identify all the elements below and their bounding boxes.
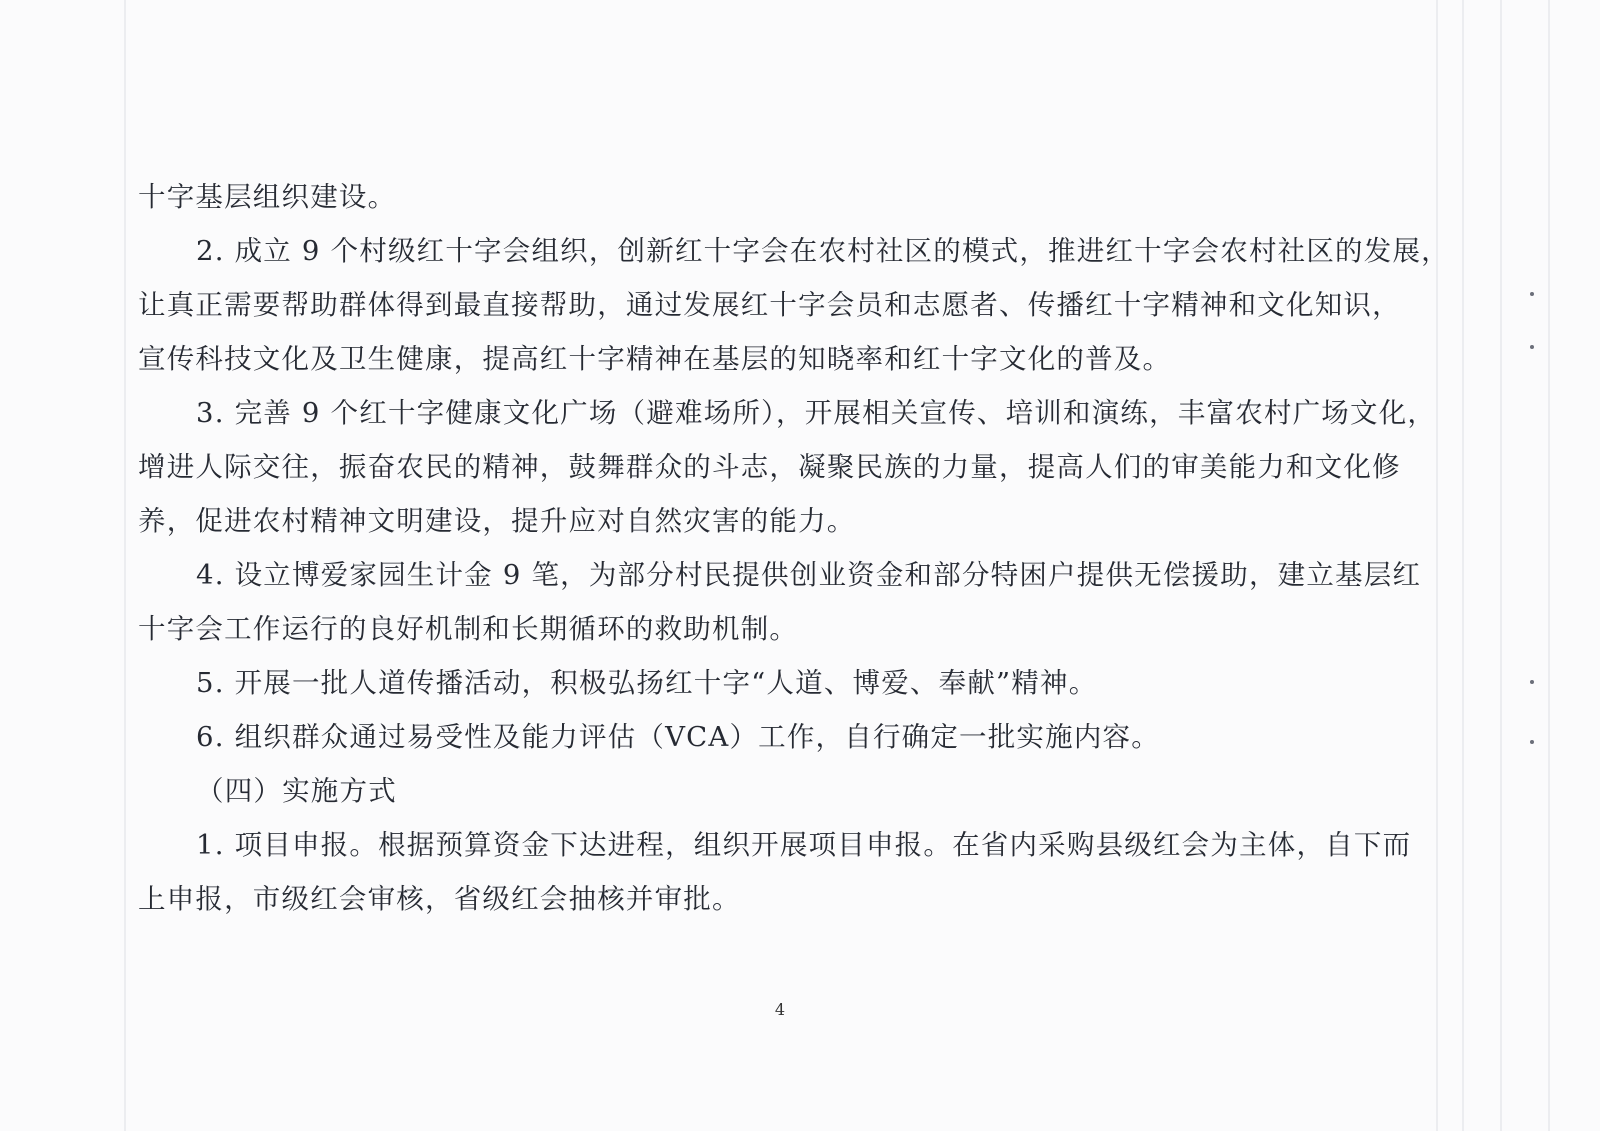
heading-text: （四）实施方式 xyxy=(196,775,397,807)
paragraph-item-3 xyxy=(138,386,1438,548)
scan-streak xyxy=(1462,0,1464,1131)
text-line: 6. 组织群众通过易受性及能力评估（VCA）工作，自行确定一批实施内容。 xyxy=(196,721,1160,753)
text-line: 2. 成立 9 个村级红十字会组织，创新红十字会在农村社区的模式，推进红十字会农村社区的发展， xyxy=(196,235,1450,267)
text-line: 十字基层组织建设。 xyxy=(138,181,397,213)
paragraph-item-4 xyxy=(138,548,1438,656)
text-line: 让真正需要帮助群体得到最直接帮助，通过发展红十字会员和志愿者、传播红十字精神和文化知识， xyxy=(138,289,1401,321)
body-text xyxy=(138,170,1450,926)
scan-speck xyxy=(1530,740,1534,744)
text-line: 3. 完善 9 个红十字健康文化广场（避难场所），开展相关宣传、培训和演练，丰富农村广场文化， xyxy=(196,397,1437,429)
paragraph-method-1 xyxy=(138,818,1438,926)
text-line: 1. 项目申报。根据预算资金下达进程，组织开展项目申报。在省内采购县级红会为主体，自下而 xyxy=(196,829,1412,861)
text-line: 养，促进农村精神文明建设，提升应对自然灾害的能力。 xyxy=(138,505,856,537)
scan-speck xyxy=(1530,345,1534,349)
text-line: 上申报，市级红会审核，省级红会抽核并审批。 xyxy=(138,883,741,915)
text-line: 宣传科技文化及卫生健康，提高红十字精神在基层的知晓率和红十字文化的普及。 xyxy=(138,343,1172,375)
paragraph-item-2 xyxy=(138,224,1450,386)
paragraph-item-6 xyxy=(138,710,1438,764)
scan-streak xyxy=(124,0,126,1131)
scan-streak xyxy=(1500,0,1502,1131)
scan-streak xyxy=(1548,0,1550,1131)
text-line: 增进人际交往，振奋农民的精神，鼓舞群众的斗志，凝聚民族的力量，提高人们的审美能力和文化修 xyxy=(138,451,1401,483)
page-number: 4 xyxy=(774,1000,786,1019)
text-line: 5. 开展一批人道传播活动，积极弘扬红十字“人道、博爱、奉献”精神。 xyxy=(196,667,1098,699)
paragraph-item-5 xyxy=(138,656,1438,710)
section-heading xyxy=(138,764,1438,818)
text-line: 十字会工作运行的良好机制和长期循环的救助机制。 xyxy=(138,613,799,645)
scan-speck xyxy=(1530,680,1534,684)
text-line: 4. 设立博爱家园生计金 9 笔，为部分村民提供创业资金和部分特困户提供无偿援助，建立基层红 xyxy=(196,559,1422,591)
paragraph-intro-end xyxy=(138,170,1438,224)
scan-speck xyxy=(1530,292,1534,296)
